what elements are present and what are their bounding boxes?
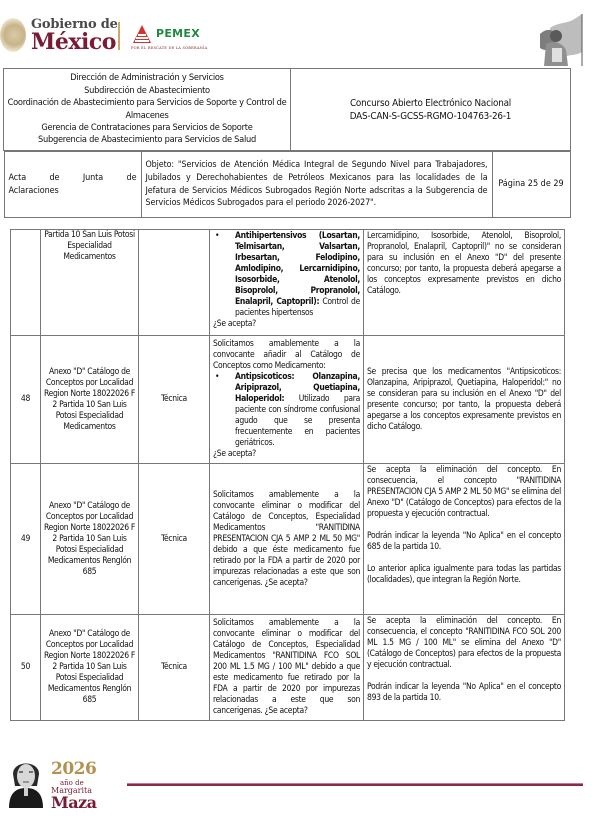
answer-cell [364,464,565,615]
questions-table [10,229,565,721]
question-number: 48 [11,336,41,464]
answer-paragraph: Se acepta la eliminación del concepto. En consecuencia, el concepto "RANITIDINA PRESENTACION CJA 5 AMP 2 ML 50 MG" se elimina del Anexo "D" (Catálogo de Conceptos) para efectos de la propuesta y ejecución contractual. [367,465,561,519]
answer-cell: Se precisa que los medicamentos "Antipsicoticos: Olanzapina, Aripiprazol, Quetiapina, Haloperidol:" no se consideran para su inclusión en el Anexo "D" del presente concurso; por tanto, la propuesta deberá apegarse a los conceptos expresamente previstos en dicho Catálogo. [364,336,565,464]
ano-de-label: año de [60,779,84,787]
flag-heroine-illustration [532,12,586,68]
table-row [11,464,565,615]
question-number [11,230,41,336]
acta-label [4,152,141,218]
organization-block [4,69,291,151]
concurso-id: DAS-CAN-S-GCSS-RGMO-104763-26-1 [349,110,512,122]
table-row [11,615,565,721]
mexico-label: México [31,29,116,55]
page-number: Página 25 de 29 [492,152,570,218]
answer-cell [364,615,565,721]
acta-word: de [126,173,137,183]
year-label: 2026 [51,759,97,779]
national-emblem-icon [0,18,26,52]
answer-cell: Lercarnidipino, Isosorbide, Atenolol, Bisoprolol, Propranolol, Enalapril, Captopril)" no se consideran para su inclusión en el Anexo "D" del presente concurso; por tanto, la propuesta deberá apegarse a los conceptos expresamente previstos en dicho Catálogo. [364,230,565,336]
answer-paragraph: Se acepta la eliminación del concepto. En consecuencia, el concepto "RANITIDINA FCO SOL 200 ML 1.5 MG / 100 ML" se elimina del Anexo "D" (Catálogo de Conceptos) para efectos de la propuesta y ejecución contractual. [367,616,561,670]
acta-word: de [49,173,60,183]
question-cell [210,336,364,464]
drug-list: Antipsicoticos: Olanzapina, Aripiprazol, Quetiapina, Haloperidol: [235,372,360,404]
reference-cell: Anexo "D" Catálogo de Conceptos por Localidad Region Norte 18022026 F 2 Partida 10 San Luis Potosi Especialidad Medicamentos Renglón 685 [41,615,139,721]
question-number: 49 [11,464,41,615]
bullet-icon: • [215,372,220,382]
question-end: ¿Se acepta? [213,449,256,459]
answer-paragraph: Lo anterior aplica igualmente para todas las partidas (localidades), que integran la Región Norte. [367,564,561,585]
document-header-table [3,68,571,218]
table-row [11,230,565,336]
question-cell [210,230,364,336]
concurso-title: Concurso Abierto Electrónico Nacional [349,97,512,109]
reference-cell: Anexo "D" Catálogo de Conceptos por Localidad Region Norte 18022026 F 2 Partida 10 San Luis Potosi Especialidad Medicamentos [41,336,139,464]
table-row [11,336,565,464]
answer-paragraph: Podrán indicar la leyenda "No Aplica" en el concepto 893 de la partida 10. [367,682,561,703]
pemex-tagline: POR EL RESCATE DE LA SOBERANÍA [131,46,208,50]
org-line: Coordinación de Abastecimiento para Servicios de Soporte y Control de Almacenes [7,97,287,121]
question-cell: Solicitamos amablemente a la convocante eliminar o modificar del Catálogo de Conceptos, Especialidad Medicamentos "RANITIDINA FCO SOL 200 ML 1.5 MG / 100 ML" debido a que este medicamento fue retirado por la FDA a partir de 2020 por impurezas relacionadas a este que son cancerigenas. ¿Se acepta? [210,615,364,721]
org-line: Subdirección de Abastecimiento [84,84,210,96]
question-number: 50 [11,615,41,721]
drug-purpose: Utilizado para paciente con síndrome confusional agudo que se presenta frecuentemente en pacientes geriátricos. [235,394,360,448]
logo-divider [118,22,120,50]
org-line: Gerencia de Contrataciones para Servicios de Soporte [41,121,253,133]
type-cell [139,230,210,336]
acta-word: Acta [8,173,27,183]
type-cell: Técnica [139,336,210,464]
footer-divider [127,783,583,786]
org-line: Dirección de Administración y Servicios [70,72,224,84]
question-intro: Solicitamos amablemente a la convocante añadir al Catálogo de Conceptos como Medicamento: [213,339,360,371]
drug-purpose: Control de pacientes hipertensos [235,297,360,318]
bullet-icon: • [215,231,220,241]
objeto-text: Objeto: "Servicios de Atención Médica Integral de Segundo Nivel para Trabajadores, Jubilados y Derechohabientes de Petróleos Mexicanos para las localidades de la Jefatura de Servicios Médicos Subrogados Región Norte adscritas a la Subgerencia de Servicios Médicos Subrogados para el periodo 2026-2027". [141,152,492,218]
concurso-block [291,69,571,151]
margarita-maza-portrait [3,752,49,808]
gobierno-de-mexico-logo [0,14,230,58]
question-cell: Solicitamos amablemente a la convocante eliminar o modificar del Catálogo de Conceptos, Especialidad Medicamentos "RANITIDINA PRESENTACION CJA 5 AMP 2 ML 50 MG" debido a que éste medicamento fue retirado por la FDA a partir de 2020 por impurezas relacionadas a este que son cancerigenas. ¿Se acepta? [210,464,364,615]
question-end: ¿Se acepta? [213,319,256,329]
acta-word: Junta [82,173,104,183]
pemex-wordmark: PEMEX [156,27,201,40]
acta-line-2: Aclaraciones [8,185,59,196]
pemex-eagle-icon [131,24,153,44]
type-cell: Técnica [139,615,210,721]
margarita-label: Margarita [51,786,93,795]
type-cell: Técnica [139,464,210,615]
answer-paragraph: Podrán indicar la leyenda "No Aplica" en el concepto 685 de la partida 10. [367,531,561,552]
maza-label: Maza [51,793,97,812]
gobierno-label: Gobierno de [31,17,118,32]
org-line: Subgerencia de Abastecimiento para Servicios de Salud [37,134,257,146]
reference-cell: Partida 10 San Luis Potosi Especialidad Medicamentos [41,230,139,336]
reference-cell: Anexo "D" Catálogo de Conceptos por Localidad Region Norte 18022026 F 2 Partida 10 San Luis Potosi Especialidad Medicamentos Renglón 685 [41,464,139,615]
drug-list: Antihipertensivos (Losartan, Telmisartan, Valsartan, Irbesartan, Felodipino, Amlodipino, Lercarnidipino, Isosorbide, Atenolol, Bisoprolol, Propranolol, Enalapril, Captopril): [235,231,360,307]
